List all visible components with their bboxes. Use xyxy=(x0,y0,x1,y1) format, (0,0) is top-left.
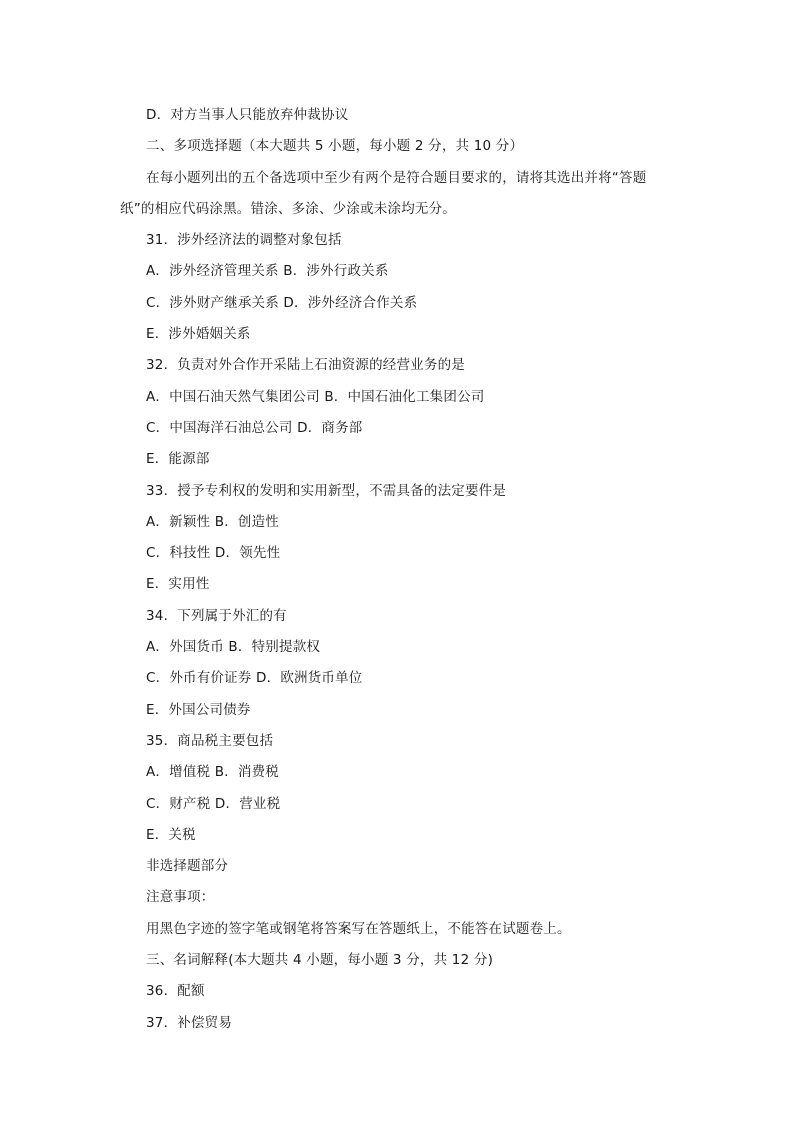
instruction-line-1: 在每小题列出的五个备选项中至少有两个是符合题目要求的，请将其选出并将“答题 xyxy=(146,169,647,186)
question-37: 37．补偿贸易 xyxy=(146,1014,233,1031)
question-33-option-e: E．实用性 xyxy=(146,576,210,593)
question-33-options-cd: C．科技性 D．领先性 xyxy=(146,545,281,562)
question-31-options-cd: C．涉外财产继承关系 D．涉外经济合作关系 xyxy=(146,294,418,311)
question-33-options-ab: A．新颖性 B．创造性 xyxy=(146,513,279,530)
question-35-options-cd: C．财产税 D．营业税 xyxy=(146,795,281,812)
option-d-previous: D．对方当事人只能放弃仲裁协议 xyxy=(146,107,349,123)
question-34-option-e: E．外国公司债券 xyxy=(146,701,251,718)
question-31-option-e: E．涉外婚姻关系 xyxy=(146,326,251,343)
section-heading-multiple-choice: 二、多项选择题（本大题共 5 小题，每小题 2 分，共 10 分） xyxy=(146,138,524,155)
exam-content xyxy=(120,100,680,1039)
question-32-options-cd: C．中国海洋石油总公司 D．商务部 xyxy=(146,419,363,436)
question-31: 31．涉外经济法的调整对象包括 xyxy=(146,232,342,249)
question-36: 36．配额 xyxy=(146,983,205,1000)
question-32-option-e: E．能源部 xyxy=(146,451,210,468)
question-35-option-e: E．关税 xyxy=(146,826,196,843)
instruction-line-2: 纸”的相应代码涂黑。错涂、多涂、少涂或未涂均无分。 xyxy=(120,200,456,217)
question-35: 35．商品税主要包括 xyxy=(146,732,274,749)
question-34: 34．下列属于外汇的有 xyxy=(146,607,287,624)
notes-heading: 注意事项： xyxy=(146,889,215,906)
question-32: 32．负责对外合作开采陆上石油资源的经营业务的是 xyxy=(146,357,465,374)
question-33: 33．授予专利权的发明和实用新型，不需具备的法定要件是 xyxy=(146,482,507,499)
question-31-options-ab: A．涉外经济管理关系 B．涉外行政关系 xyxy=(146,263,389,280)
notes-text: 用黑色字迹的签字笔或钢笔将答案写在答题纸上，不能答在试题卷上。 xyxy=(146,920,571,937)
question-34-options-ab: A．外国货币 B．特别提款权 xyxy=(146,639,321,656)
question-35-options-ab: A．增值税 B．消费税 xyxy=(146,764,279,781)
question-32-options-ab: A．中国石油天然气集团公司 B．中国石油化工集团公司 xyxy=(146,388,485,405)
question-34-options-cd: C．外币有价证券 D．欧洲货币单位 xyxy=(146,670,363,687)
section-heading-terms: 三、名词解释(本大题共 4 小题，每小题 3 分，共 12 分) xyxy=(146,952,494,969)
part-heading-non-choice: 非选择题部分 xyxy=(146,858,229,875)
